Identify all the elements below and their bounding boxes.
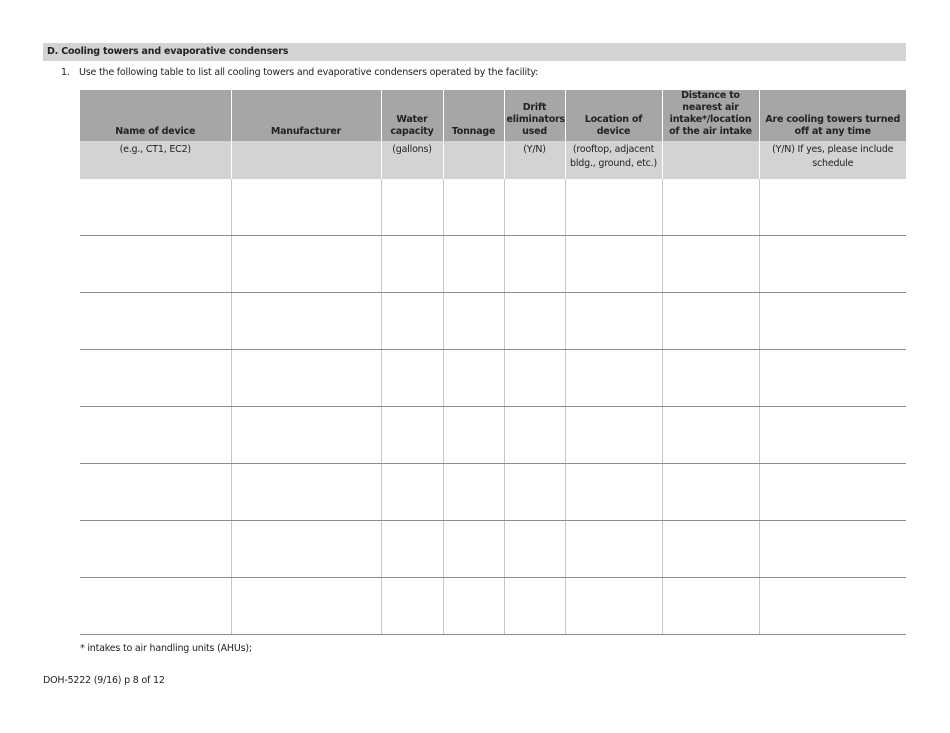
header-drift-eliminators: Drift eliminators used — [504, 90, 565, 141]
table-cell[interactable] — [662, 350, 759, 407]
table-cell[interactable] — [662, 407, 759, 464]
hint-distance-to-air-intake — [662, 141, 759, 179]
table-row — [80, 407, 906, 464]
table-cell[interactable] — [662, 236, 759, 293]
hint-water-capacity: (gallons) — [381, 141, 443, 179]
table-cell[interactable] — [565, 179, 662, 236]
table-cell[interactable] — [565, 407, 662, 464]
table-cell[interactable] — [565, 464, 662, 521]
section-title: D. Cooling towers and evaporative condensers — [43, 43, 906, 61]
instruction — [61, 66, 538, 80]
table-cell[interactable] — [443, 236, 504, 293]
table-cell[interactable] — [381, 179, 443, 236]
table-cell[interactable] — [504, 293, 565, 350]
table-cell[interactable] — [662, 521, 759, 578]
table-cell[interactable] — [443, 293, 504, 350]
header-water-capacity: Water capacity — [381, 90, 443, 141]
table-cell[interactable] — [443, 464, 504, 521]
table-cell[interactable] — [565, 236, 662, 293]
table-cell[interactable] — [381, 236, 443, 293]
table-cell[interactable] — [443, 407, 504, 464]
table-cell[interactable] — [231, 293, 381, 350]
table-cell[interactable] — [662, 179, 759, 236]
table-cell[interactable] — [231, 521, 381, 578]
hint-turned-off: (Y/N) If yes, please include schedule — [759, 141, 906, 179]
table-cell[interactable] — [662, 293, 759, 350]
hint-name-of-device: (e.g., CT1, EC2) — [80, 141, 231, 179]
table-cell[interactable] — [231, 179, 381, 236]
table-row — [80, 350, 906, 407]
table-cell[interactable] — [80, 236, 231, 293]
form-id: DOH-5222 (9/16) p 8 of 12 — [43, 675, 165, 686]
table-row — [80, 521, 906, 578]
table-cell[interactable] — [662, 578, 759, 635]
table-cell[interactable] — [80, 179, 231, 236]
table-cell[interactable] — [80, 464, 231, 521]
header-manufacturer: Manufacturer — [231, 90, 381, 141]
hint-tonnage — [443, 141, 504, 179]
table-cell[interactable] — [759, 350, 906, 407]
table-cell[interactable] — [504, 464, 565, 521]
header-distance-to-air-intake: Distance to nearest air intake*/location of the air intake — [662, 90, 759, 141]
hint-manufacturer — [231, 141, 381, 179]
table-cell[interactable] — [504, 407, 565, 464]
footnote: * intakes to air handling units (AHUs); — [80, 643, 252, 654]
table-cell[interactable] — [80, 521, 231, 578]
table-cell[interactable] — [443, 578, 504, 635]
table-cell[interactable] — [231, 407, 381, 464]
table-cell[interactable] — [443, 350, 504, 407]
table-cell[interactable] — [381, 464, 443, 521]
table-cell[interactable] — [565, 293, 662, 350]
table-hint-row — [80, 141, 906, 179]
table-cell[interactable] — [759, 407, 906, 464]
table-header-row — [80, 90, 906, 141]
table-cell[interactable] — [504, 179, 565, 236]
table-cell[interactable] — [381, 293, 443, 350]
header-location-of-device: Location of device — [565, 90, 662, 141]
table-cell[interactable] — [759, 293, 906, 350]
table-cell[interactable] — [231, 464, 381, 521]
instruction-text: Use the following table to list all cooling towers and evaporative condensers operated by the facility: — [79, 67, 539, 78]
table-cell[interactable] — [759, 521, 906, 578]
table-cell[interactable] — [565, 578, 662, 635]
table-row — [80, 179, 906, 236]
table-cell[interactable] — [231, 578, 381, 635]
table-cell[interactable] — [662, 464, 759, 521]
table-row — [80, 578, 906, 635]
table-cell[interactable] — [80, 407, 231, 464]
table-cell[interactable] — [80, 350, 231, 407]
table-cell[interactable] — [504, 350, 565, 407]
table-cell[interactable] — [80, 293, 231, 350]
table-row — [80, 464, 906, 521]
table-cell[interactable] — [759, 578, 906, 635]
table-cell[interactable] — [231, 350, 381, 407]
table-cell[interactable] — [759, 464, 906, 521]
cooling-towers-table — [80, 90, 906, 635]
header-turned-off: Are cooling towers turned off at any time — [759, 90, 906, 141]
table-cell[interactable] — [759, 179, 906, 236]
table-cell[interactable] — [381, 407, 443, 464]
hint-drift-eliminators: (Y/N) — [504, 141, 565, 179]
table-cell[interactable] — [443, 521, 504, 578]
hint-location-of-device: (rooftop, adjacent bldg., ground, etc.) — [565, 141, 662, 179]
header-tonnage: Tonnage — [443, 90, 504, 141]
header-name-of-device: Name of device — [80, 90, 231, 141]
table-cell[interactable] — [504, 521, 565, 578]
instruction-number: 1. — [61, 67, 70, 78]
table-cell[interactable] — [443, 179, 504, 236]
table-cell[interactable] — [80, 578, 231, 635]
table-cell[interactable] — [759, 236, 906, 293]
table-cell[interactable] — [504, 578, 565, 635]
table-row — [80, 293, 906, 350]
table-cell[interactable] — [565, 521, 662, 578]
table-row — [80, 236, 906, 293]
table-cell[interactable] — [381, 350, 443, 407]
table-cell[interactable] — [231, 236, 381, 293]
table-cell[interactable] — [504, 236, 565, 293]
table-cell[interactable] — [381, 521, 443, 578]
table-cell[interactable] — [381, 578, 443, 635]
table-cell[interactable] — [565, 350, 662, 407]
